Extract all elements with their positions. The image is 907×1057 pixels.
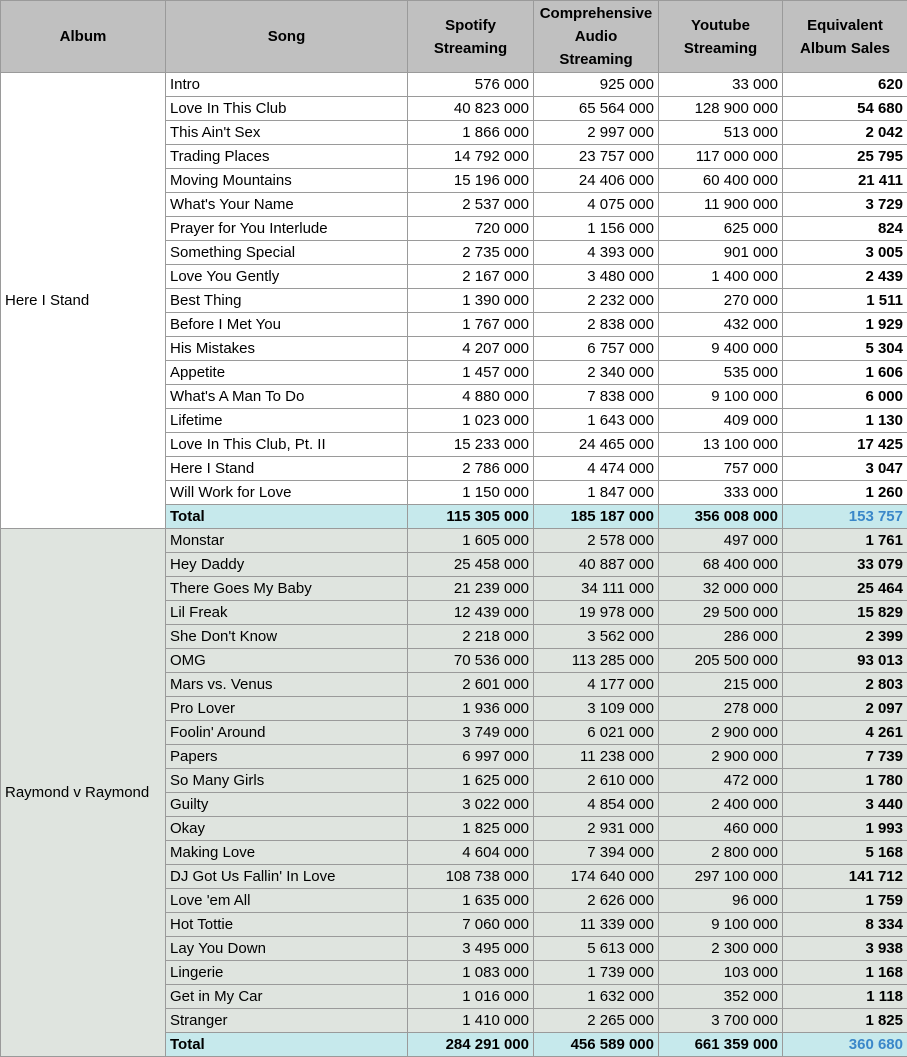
total-youtube: 356 008 000: [659, 505, 783, 529]
cas-cell: 2 626 000: [534, 889, 659, 913]
youtube-cell: 9 100 000: [659, 385, 783, 409]
cas-cell: 1 643 000: [534, 409, 659, 433]
song-cell: OMG: [166, 649, 408, 673]
song-cell: Love In This Club, Pt. II: [166, 433, 408, 457]
youtube-cell: 1 400 000: [659, 265, 783, 289]
song-cell: Okay: [166, 817, 408, 841]
cas-cell: 7 838 000: [534, 385, 659, 409]
cas-cell: 1 156 000: [534, 217, 659, 241]
eas-cell: 4 261: [783, 721, 907, 745]
youtube-cell: 757 000: [659, 457, 783, 481]
eas-cell: 25 795: [783, 145, 907, 169]
spotify-cell: 1 390 000: [408, 289, 534, 313]
header-song: Song: [166, 1, 408, 73]
youtube-cell: 901 000: [659, 241, 783, 265]
cas-cell: 2 232 000: [534, 289, 659, 313]
youtube-cell: 3 700 000: [659, 1009, 783, 1033]
youtube-cell: 286 000: [659, 625, 783, 649]
youtube-cell: 625 000: [659, 217, 783, 241]
eas-cell: 1 929: [783, 313, 907, 337]
spotify-cell: 1 605 000: [408, 529, 534, 553]
youtube-cell: 9 100 000: [659, 913, 783, 937]
song-cell: Get in My Car: [166, 985, 408, 1009]
spotify-cell: 2 735 000: [408, 241, 534, 265]
song-cell: Pro Lover: [166, 697, 408, 721]
eas-cell: 3 729: [783, 193, 907, 217]
eas-cell: 824: [783, 217, 907, 241]
spotify-cell: 14 792 000: [408, 145, 534, 169]
eas-cell: 1 260: [783, 481, 907, 505]
cas-cell: 24 465 000: [534, 433, 659, 457]
cas-cell: 4 474 000: [534, 457, 659, 481]
cas-cell: 11 339 000: [534, 913, 659, 937]
eas-cell: 17 425: [783, 433, 907, 457]
song-cell: Best Thing: [166, 289, 408, 313]
cas-cell: 19 978 000: [534, 601, 659, 625]
eas-cell: 2 042: [783, 121, 907, 145]
total-cas: 456 589 000: [534, 1033, 659, 1057]
youtube-cell: 13 100 000: [659, 433, 783, 457]
total-spotify: 284 291 000: [408, 1033, 534, 1057]
spotify-cell: 1 150 000: [408, 481, 534, 505]
eas-cell: 1 780: [783, 769, 907, 793]
song-cell: Intro: [166, 73, 408, 97]
youtube-cell: 278 000: [659, 697, 783, 721]
youtube-cell: 270 000: [659, 289, 783, 313]
cas-cell: 6 757 000: [534, 337, 659, 361]
youtube-cell: 2 300 000: [659, 937, 783, 961]
spotify-cell: 2 537 000: [408, 193, 534, 217]
cas-cell: 34 111 000: [534, 577, 659, 601]
spotify-cell: 6 997 000: [408, 745, 534, 769]
song-cell: Papers: [166, 745, 408, 769]
spotify-cell: 1 936 000: [408, 697, 534, 721]
cas-cell: 2 578 000: [534, 529, 659, 553]
eas-cell: 21 411: [783, 169, 907, 193]
header-spotify: Spotify Streaming: [408, 1, 534, 73]
spotify-cell: 1 410 000: [408, 1009, 534, 1033]
song-cell: Prayer for You Interlude: [166, 217, 408, 241]
youtube-cell: 215 000: [659, 673, 783, 697]
spotify-cell: 2 601 000: [408, 673, 534, 697]
youtube-cell: 11 900 000: [659, 193, 783, 217]
song-cell: Lingerie: [166, 961, 408, 985]
cas-cell: 113 285 000: [534, 649, 659, 673]
cas-cell: 2 931 000: [534, 817, 659, 841]
spotify-cell: 1 625 000: [408, 769, 534, 793]
youtube-cell: 297 100 000: [659, 865, 783, 889]
youtube-cell: 2 900 000: [659, 745, 783, 769]
eas-cell: 15 829: [783, 601, 907, 625]
spotify-cell: 4 207 000: [408, 337, 534, 361]
youtube-cell: 96 000: [659, 889, 783, 913]
cas-cell: 4 854 000: [534, 793, 659, 817]
song-cell: Making Love: [166, 841, 408, 865]
youtube-cell: 2 800 000: [659, 841, 783, 865]
spotify-cell: 15 196 000: [408, 169, 534, 193]
song-cell: DJ Got Us Fallin' In Love: [166, 865, 408, 889]
youtube-cell: 117 000 000: [659, 145, 783, 169]
eas-cell: 5 304: [783, 337, 907, 361]
song-cell: Will Work for Love: [166, 481, 408, 505]
spotify-cell: 108 738 000: [408, 865, 534, 889]
cas-cell: 65 564 000: [534, 97, 659, 121]
table-row: [1, 73, 907, 97]
total-eas: 360 680: [783, 1033, 907, 1057]
song-cell: Love In This Club: [166, 97, 408, 121]
spotify-cell: 1 825 000: [408, 817, 534, 841]
eas-cell: 3 938: [783, 937, 907, 961]
eas-cell: 2 803: [783, 673, 907, 697]
song-cell: Trading Places: [166, 145, 408, 169]
eas-cell: 33 079: [783, 553, 907, 577]
spotify-cell: 25 458 000: [408, 553, 534, 577]
eas-cell: 2 399: [783, 625, 907, 649]
youtube-cell: 432 000: [659, 313, 783, 337]
cas-cell: 2 838 000: [534, 313, 659, 337]
spotify-cell: 15 233 000: [408, 433, 534, 457]
cas-cell: 1 739 000: [534, 961, 659, 985]
spotify-cell: 1 023 000: [408, 409, 534, 433]
song-cell: Hey Daddy: [166, 553, 408, 577]
cas-cell: 6 021 000: [534, 721, 659, 745]
eas-cell: 1 825: [783, 1009, 907, 1033]
youtube-cell: 513 000: [659, 121, 783, 145]
eas-cell: 3 440: [783, 793, 907, 817]
spotify-cell: 7 060 000: [408, 913, 534, 937]
eas-cell: 1 130: [783, 409, 907, 433]
cas-cell: 4 393 000: [534, 241, 659, 265]
youtube-cell: 205 500 000: [659, 649, 783, 673]
youtube-cell: 333 000: [659, 481, 783, 505]
song-cell: Here I Stand: [166, 457, 408, 481]
cas-cell: 11 238 000: [534, 745, 659, 769]
eas-cell: 620: [783, 73, 907, 97]
youtube-cell: 32 000 000: [659, 577, 783, 601]
album-name: Here I Stand: [1, 73, 166, 529]
eas-cell: 1 993: [783, 817, 907, 841]
cas-cell: 174 640 000: [534, 865, 659, 889]
spotify-cell: 3 022 000: [408, 793, 534, 817]
song-cell: What's A Man To Do: [166, 385, 408, 409]
youtube-cell: 409 000: [659, 409, 783, 433]
eas-cell: 2 097: [783, 697, 907, 721]
song-cell: So Many Girls: [166, 769, 408, 793]
song-cell: Something Special: [166, 241, 408, 265]
spotify-cell: 720 000: [408, 217, 534, 241]
cas-cell: 40 887 000: [534, 553, 659, 577]
song-cell: Guilty: [166, 793, 408, 817]
song-cell: Hot Tottie: [166, 913, 408, 937]
eas-cell: 1 168: [783, 961, 907, 985]
spotify-cell: 576 000: [408, 73, 534, 97]
spotify-cell: 1 767 000: [408, 313, 534, 337]
youtube-cell: 128 900 000: [659, 97, 783, 121]
youtube-cell: 497 000: [659, 529, 783, 553]
cas-cell: 2 340 000: [534, 361, 659, 385]
cas-cell: 2 997 000: [534, 121, 659, 145]
album-name: Raymond v Raymond: [1, 529, 166, 1057]
eas-cell: 2 439: [783, 265, 907, 289]
eas-cell: 93 013: [783, 649, 907, 673]
youtube-cell: 472 000: [659, 769, 783, 793]
youtube-cell: 29 500 000: [659, 601, 783, 625]
cas-cell: 3 562 000: [534, 625, 659, 649]
youtube-cell: 535 000: [659, 361, 783, 385]
song-cell: Stranger: [166, 1009, 408, 1033]
youtube-cell: 9 400 000: [659, 337, 783, 361]
cas-cell: 23 757 000: [534, 145, 659, 169]
eas-cell: 5 168: [783, 841, 907, 865]
eas-cell: 1 606: [783, 361, 907, 385]
cas-cell: 3 480 000: [534, 265, 659, 289]
table-header: [1, 1, 907, 73]
song-cell: What's Your Name: [166, 193, 408, 217]
cas-cell: 4 075 000: [534, 193, 659, 217]
youtube-cell: 33 000: [659, 73, 783, 97]
header-album: Album: [1, 1, 166, 73]
cas-cell: 24 406 000: [534, 169, 659, 193]
cas-cell: 2 265 000: [534, 1009, 659, 1033]
eas-cell: 54 680: [783, 97, 907, 121]
cas-cell: 925 000: [534, 73, 659, 97]
eas-cell: 1 759: [783, 889, 907, 913]
song-cell: Lay You Down: [166, 937, 408, 961]
spotify-cell: 3 495 000: [408, 937, 534, 961]
total-youtube: 661 359 000: [659, 1033, 783, 1057]
youtube-cell: 68 400 000: [659, 553, 783, 577]
song-cell: Lil Freak: [166, 601, 408, 625]
spotify-cell: 1 083 000: [408, 961, 534, 985]
cas-cell: 1 632 000: [534, 985, 659, 1009]
eas-cell: 3 005: [783, 241, 907, 265]
youtube-cell: 352 000: [659, 985, 783, 1009]
song-cell: Moving Mountains: [166, 169, 408, 193]
song-cell: Appetite: [166, 361, 408, 385]
song-cell: Love 'em All: [166, 889, 408, 913]
spotify-cell: 4 604 000: [408, 841, 534, 865]
eas-cell: 3 047: [783, 457, 907, 481]
spotify-cell: 1 016 000: [408, 985, 534, 1009]
spotify-cell: 2 786 000: [408, 457, 534, 481]
spotify-cell: 70 536 000: [408, 649, 534, 673]
song-cell: This Ain't Sex: [166, 121, 408, 145]
eas-cell: 1 761: [783, 529, 907, 553]
youtube-cell: 460 000: [659, 817, 783, 841]
spotify-cell: 1 866 000: [408, 121, 534, 145]
cas-cell: 1 847 000: [534, 481, 659, 505]
song-cell: She Don't Know: [166, 625, 408, 649]
song-cell: Before I Met You: [166, 313, 408, 337]
eas-cell: 6 000: [783, 385, 907, 409]
eas-cell: 25 464: [783, 577, 907, 601]
cas-cell: 4 177 000: [534, 673, 659, 697]
song-cell: His Mistakes: [166, 337, 408, 361]
song-cell: Monstar: [166, 529, 408, 553]
song-cell: Lifetime: [166, 409, 408, 433]
album-group: [1, 529, 907, 1057]
song-cell: Mars vs. Venus: [166, 673, 408, 697]
youtube-cell: 2 900 000: [659, 721, 783, 745]
song-cell: Love You Gently: [166, 265, 408, 289]
spotify-cell: 12 439 000: [408, 601, 534, 625]
cas-cell: 7 394 000: [534, 841, 659, 865]
eas-cell: 7 739: [783, 745, 907, 769]
header-eas: Equivalent Album Sales: [783, 1, 907, 73]
spotify-cell: 3 749 000: [408, 721, 534, 745]
spotify-cell: 40 823 000: [408, 97, 534, 121]
total-cas: 185 187 000: [534, 505, 659, 529]
song-cell: Foolin' Around: [166, 721, 408, 745]
cas-cell: 3 109 000: [534, 697, 659, 721]
total-spotify: 115 305 000: [408, 505, 534, 529]
spotify-cell: 2 167 000: [408, 265, 534, 289]
album-group: [1, 73, 907, 529]
youtube-cell: 103 000: [659, 961, 783, 985]
cas-cell: 5 613 000: [534, 937, 659, 961]
song-cell: There Goes My Baby: [166, 577, 408, 601]
total-eas: 153 757: [783, 505, 907, 529]
spotify-cell: 1 457 000: [408, 361, 534, 385]
spotify-cell: 1 635 000: [408, 889, 534, 913]
table-row: [1, 529, 907, 553]
youtube-cell: 2 400 000: [659, 793, 783, 817]
eas-cell: 1 511: [783, 289, 907, 313]
eas-cell: 1 118: [783, 985, 907, 1009]
header-cas: Comprehensive Audio Streaming: [534, 1, 659, 73]
eas-cell: 8 334: [783, 913, 907, 937]
total-label: Total: [166, 505, 408, 529]
youtube-cell: 60 400 000: [659, 169, 783, 193]
eas-cell: 141 712: [783, 865, 907, 889]
cas-cell: 2 610 000: [534, 769, 659, 793]
total-label: Total: [166, 1033, 408, 1057]
spotify-cell: 4 880 000: [408, 385, 534, 409]
header-youtube: Youtube Streaming: [659, 1, 783, 73]
spotify-cell: 2 218 000: [408, 625, 534, 649]
spotify-cell: 21 239 000: [408, 577, 534, 601]
